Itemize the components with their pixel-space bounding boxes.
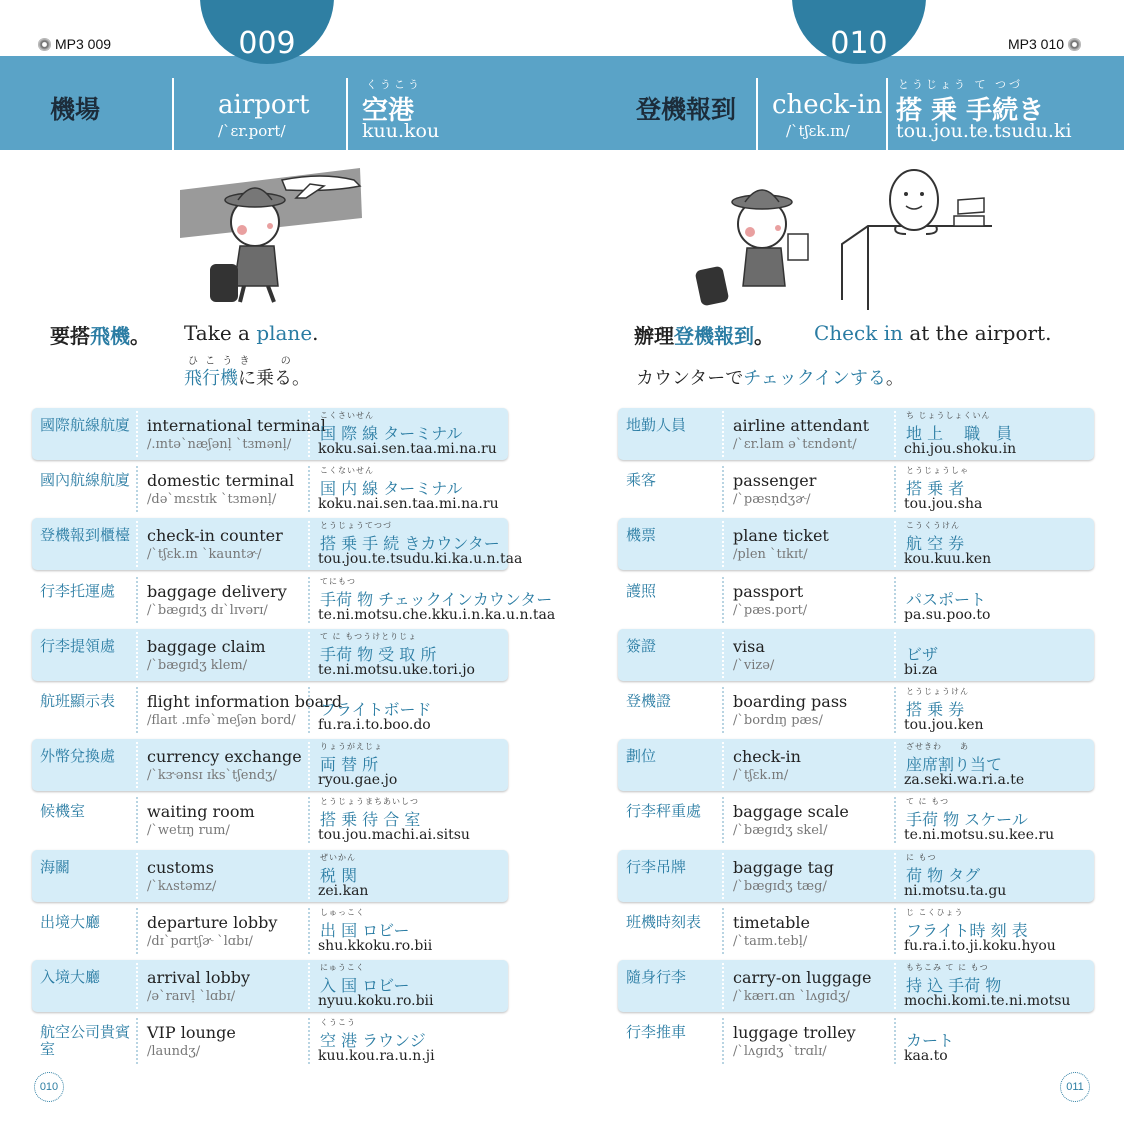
example-chinese: 辦理登機報到。 [634,324,774,348]
column-separator [722,577,724,623]
term-ipa: /plen ˋtɪkɪt/ [733,547,808,563]
term-japanese: 手荷 物 チェックインカウンター [320,589,553,609]
term-english: boarding pass [733,691,848,711]
page-number: 011 [1060,1072,1090,1102]
table-row [618,573,1094,628]
vocab-table [618,407,1094,1069]
term-chinese: 航空公司貴賓室 [40,1023,131,1059]
column-separator [894,466,896,512]
term-chinese: 劃位 [626,747,657,766]
term-chinese: 簽證 [626,636,657,655]
table-row [32,849,508,904]
column-separator [308,742,310,788]
term-chinese: 登機報到櫃檯 [40,526,131,545]
column-separator [894,742,896,788]
term-english: plane ticket [733,526,829,546]
column-separator [136,908,138,954]
term-english: carry-on luggage [733,967,872,987]
term-ruby: てにもつ [320,576,356,586]
term-romaji: kaa.to [904,1048,948,1065]
term-japanese: ビザ [906,644,939,664]
unit-number-tab [792,0,926,64]
unit-number: 009 [238,26,296,61]
table-row [32,793,508,848]
term-chinese: 入境大廳 [40,967,101,986]
term-japanese: 手荷 物 スケール [906,810,1028,830]
term-japanese: 持 込 手荷 物 [906,975,1002,995]
term-english: passenger [733,471,817,491]
table-row [618,407,1094,462]
column-separator [136,1018,138,1064]
term-chinese: 外幣兌換處 [40,747,116,766]
term-chinese: 國內航線航廈 [40,471,131,490]
term-romaji: te.ni.motsu.su.kee.ru [904,827,1055,844]
term-ruby: ざせきわ あ [906,742,969,752]
band-divider [756,78,758,150]
term-ipa: /.ɪntəˋnæʃənḷ ˋtɜmənḷ/ [147,437,292,452]
column-separator [722,632,724,678]
term-english: check-in counter [147,526,283,546]
column-separator [136,466,138,512]
term-chinese: 行李提領處 [40,636,116,655]
example-chinese: 要搭飛機。 [50,324,150,348]
column-separator [894,521,896,567]
term-english: baggage delivery [147,581,287,601]
term-chinese: 班機時刻表 [626,912,702,931]
column-separator [136,687,138,733]
unit-number: 010 [830,26,888,61]
headword-band [562,56,1124,150]
term-japanese: 地 上 職 員 [906,424,1013,443]
example-japanese: 飛行機に乗る。 [184,368,310,389]
column-separator [136,853,138,899]
term-ipa: /ˋtaɪm.tebḷ/ [733,933,808,949]
term-romaji: bi.za [904,661,938,678]
term-ipa: /ˋtʃɛk.ɪn/ [733,768,789,784]
column-separator [136,521,138,567]
example-english: Check in at the airport. [814,321,1052,345]
term-english: international terminal [147,416,326,435]
term-romaji: chi.jou.shoku.in [904,441,1017,457]
column-separator [894,687,896,733]
term-ipa: /ˋtʃɛk.ɪn ˋkauntɚ/ [147,547,262,563]
term-ipa: /laundʒ/ [147,1044,201,1060]
column-separator [308,466,310,512]
headword-chinese: 機場 [50,95,101,124]
table-row [32,517,523,572]
term-japanese: 出 国 ロビー [320,920,410,940]
term-english: timetable [733,912,810,932]
term-japanese: パスポート [906,589,987,609]
headword-ipa: /ˋtʃɛk.ɪn/ [786,122,850,140]
term-ipa: /dəˋmɛstɪk ˋtɜmənḷ/ [147,492,277,508]
term-english: luggage trolley [733,1023,856,1043]
term-japanese: 国 内 線 ターミナル [320,479,463,499]
term-ruby: りょうがえじょ [320,742,383,752]
term-english: customs [147,857,214,877]
term-english: airline attendant [733,416,870,435]
table-row [618,628,1094,683]
term-ruby: くうこう [320,1018,356,1028]
term-chinese: 行李推車 [626,1023,687,1042]
table-row [32,407,508,462]
mp3-track-text: MP3 010 [1008,36,1065,52]
term-ipa: /ˋpæs.port/ [733,602,808,618]
term-ipa: /ˋɛr.laɪn əˋtɛndənt/ [733,437,857,452]
term-japanese: 搭 乗 者 [906,479,965,499]
table-row [32,462,508,517]
term-romaji: ni.motsu.ta.gu [904,882,1007,899]
column-separator [136,577,138,623]
term-ruby: ち じょうしょくいん [906,411,991,420]
term-ipa: /flaɪt .ɪnfəˋmeʃən bord/ [147,712,296,728]
term-ipa: /ˋkærɪ.ɑn ˋlʌgɪdʒ/ [733,988,850,1004]
traveler-airport-illustration [180,160,370,310]
column-separator [722,521,724,567]
term-chinese: 機票 [626,526,657,545]
term-japanese: フライトボード [320,699,432,719]
column-separator [722,797,724,843]
term-japanese: カート [906,1031,955,1051]
page-number: 010 [34,1072,64,1102]
term-japanese: 国 際 線 ターミナル [320,424,463,443]
table-row [32,738,508,793]
term-romaji: tou.jou.machi.ai.sitsu [318,827,470,844]
term-romaji: tou.jou.sha [904,496,983,513]
term-english: waiting room [147,802,255,822]
term-japanese: 座席割り当て [906,755,1003,775]
term-ruby: こうくうけん [906,521,960,531]
column-separator [894,963,896,1009]
right-page [562,0,1124,1122]
table-row [618,462,1094,517]
term-japanese: 手荷 物 受 取 所 [320,644,437,664]
example-english: Take a plane. [184,321,319,345]
headword-english: airport [218,90,310,120]
term-chinese: 行李托運處 [40,581,116,600]
column-separator [894,411,896,457]
term-romaji: koku.nai.sen.taa.mi.na.ru [318,496,499,513]
column-separator [136,797,138,843]
column-separator [308,521,310,567]
column-separator [308,853,310,899]
term-chinese: 出境大廳 [40,912,101,931]
term-ruby: て に もつうけとりじょ [320,631,418,641]
table-row [32,628,508,683]
example-japanese: カウンターでチェックインする。 [636,368,904,389]
term-ipa: /əˋraɪvḷ ˋlɑbɪ/ [147,988,236,1004]
term-romaji: zei.kan [318,882,369,899]
term-ipa: /dɪˋpɑrtʃɚ ˋlɑbɪ/ [147,933,253,949]
term-romaji: kou.kuu.ken [904,551,992,568]
term-romaji: ryou.gae.jo [318,772,398,789]
term-ruby: じ こくひょう [906,907,964,917]
column-separator [722,853,724,899]
term-ipa: /ˋkɝənsɪ ɪksˋtʃendʒ/ [147,768,277,784]
term-ipa: /ˋbægɪdʒ dɪˋlɪvərɪ/ [147,602,268,618]
term-romaji: te.ni.motsu.uke.tori.jo [318,661,475,678]
term-chinese: 登機證 [626,691,672,710]
term-japanese: 航 空 券 [906,534,965,554]
term-ruby: て に もつ [906,797,950,807]
table-row [32,1014,508,1069]
column-separator [722,742,724,788]
term-romaji: kuu.kou.ra.u.n.ji [318,1048,435,1065]
headword-band [0,56,562,150]
term-english: domestic terminal [147,471,295,491]
vocab-table [32,407,556,1069]
headword-ruby: とうじょう て つづ [898,78,1023,91]
table-row [618,517,1094,572]
term-english: visa [733,636,765,656]
table-row [618,738,1094,793]
term-japanese: 空 港 ラウンジ [320,1031,426,1051]
column-separator [308,908,310,954]
column-separator [136,963,138,1009]
term-chinese: 護照 [626,581,657,600]
term-japanese: 荷 物 タグ [906,865,981,885]
headword-japanese: 空港 [362,96,415,126]
term-ipa: /ˋbægɪdʒ skel/ [733,823,828,839]
headword-japanese: 搭 乗 手続き [896,96,1045,126]
column-separator [894,1018,896,1064]
term-chinese: 行李秤重處 [626,802,702,821]
term-romaji: nyuu.koku.ro.bii [318,992,434,1009]
cd-icon [38,38,51,51]
headword-romaji: kuu.kou [362,120,440,142]
term-ruby: もちこみ て に もつ [906,962,989,972]
term-japanese: 両 替 所 [320,755,379,775]
term-romaji: te.ni.motsu.che.kku.i.n.ka.u.n.taa [318,606,556,623]
term-english: passport [733,581,804,601]
mp3-track-label[interactable] [1008,36,1081,52]
term-romaji: tou.jou.te.tsudu.ki.ka.u.n.taa [318,551,523,568]
term-japanese: フライト時 刻 表 [906,920,1028,940]
term-japanese: 税 関 [320,865,358,885]
term-ruby: にゅうこく [320,962,365,972]
mp3-track-label[interactable] [38,36,111,52]
headword-ipa: /ˋɛr.port/ [218,122,286,140]
term-ipa: /ˋlʌgɪdʒ ˋtrɑlɪ/ [733,1044,827,1060]
term-ipa: /ˋbordɪŋ pæs/ [733,712,823,728]
term-chinese: 海關 [40,857,71,876]
column-separator [722,908,724,954]
term-japanese: 搭 乗 手 続 きカウンター [320,534,500,554]
table-row [618,959,1094,1014]
term-japanese: 搭 乗 待 合 室 [320,810,421,830]
term-ipa: /ˋwetɪŋ rum/ [147,823,230,839]
term-chinese: 國際航線航廈 [40,416,131,434]
column-separator [722,963,724,1009]
table-row [32,904,508,959]
column-separator [136,632,138,678]
column-separator [308,1018,310,1064]
column-separator [308,632,310,678]
term-ruby: しゅっこく [320,907,365,917]
band-divider [172,78,174,150]
term-romaji: za.seki.wa.ri.a.te [904,772,1025,789]
term-ipa: /ˋkʌstəmz/ [147,878,217,894]
term-ruby: ぜいかん [320,852,356,862]
band-divider [886,78,888,150]
term-ipa: /ˋpæsṇdʒɚ/ [733,492,811,508]
term-chinese: 地勤人員 [626,416,687,434]
term-romaji: shu.kkoku.ro.bii [318,937,433,954]
column-separator [722,466,724,512]
unit-number-tab [200,0,334,64]
term-romaji: tou.jou.ken [904,716,984,733]
cd-icon [1068,38,1081,51]
band-divider [346,78,348,150]
term-english: departure lobby [147,912,278,932]
headword-ruby: くうこう [366,78,422,91]
headword-english: check-in [772,90,883,120]
term-chinese: 行李吊牌 [626,857,687,876]
term-japanese: 搭 乗 券 [906,699,965,719]
column-separator [308,963,310,1009]
term-english: flight information board [147,691,343,711]
column-separator [894,577,896,623]
term-romaji: fu.ra.i.to.boo.do [318,716,431,733]
term-english: baggage tag [733,857,834,877]
column-separator [136,411,138,457]
term-romaji: mochi.komi.te.ni.motsu [904,992,1071,1009]
term-ruby: こくないせん [320,466,374,476]
term-japanese: 入 国 ロビー [320,975,410,995]
term-english: check-in [733,747,801,767]
term-english: currency exchange [147,747,302,767]
column-separator [722,687,724,733]
headword-chinese: 登機報到 [636,95,737,124]
table-row [32,959,508,1014]
table-row [32,683,508,738]
column-separator [136,742,138,788]
term-chinese: 候機室 [40,802,86,821]
column-separator [894,908,896,954]
term-chinese: 乘客 [626,471,657,490]
term-romaji: pa.su.poo.to [904,606,991,623]
table-row [618,683,1094,738]
column-separator [722,1018,724,1064]
term-ruby: とうじょうまちあいしつ [320,797,419,807]
column-separator [894,853,896,899]
term-ipa: /ˋvizə/ [733,657,775,673]
column-separator [308,577,310,623]
table-row [618,1014,1094,1069]
term-chinese: 航班顯示表 [40,691,116,710]
column-separator [722,411,724,457]
term-ipa: /ˋbægɪdʒ klem/ [147,657,248,673]
term-ruby: こくさいせん [320,411,374,420]
term-chinese: 隨身行李 [626,967,687,986]
table-row [32,573,556,628]
table-row [618,904,1094,959]
term-ruby: とうじょうけん [906,686,969,696]
term-ipa: /ˋbægɪdʒ tæg/ [733,878,827,894]
term-english: baggage scale [733,802,849,822]
term-english: arrival lobby [147,967,251,987]
check-in-counter-illustration [692,160,992,310]
term-ruby: とうじょうしゃ [906,466,969,476]
term-romaji: koku.sai.sen.taa.mi.na.ru [318,441,497,457]
mp3-track-text: MP3 009 [55,36,112,52]
term-ruby: とうじょうてつづ [320,521,392,531]
term-english: baggage claim [147,636,266,656]
term-english: VIP lounge [147,1023,236,1043]
table-row [618,793,1094,848]
column-separator [894,797,896,843]
table-row [618,849,1094,904]
column-separator [894,632,896,678]
term-romaji: fu.ra.i.to.ji.koku.hyou [904,937,1056,954]
example-ruby: ひ こ う き の [188,356,293,367]
term-ruby: に もつ [906,852,937,862]
column-separator [308,797,310,843]
headword-romaji: tou.jou.te.tsudu.ki [896,120,1072,142]
